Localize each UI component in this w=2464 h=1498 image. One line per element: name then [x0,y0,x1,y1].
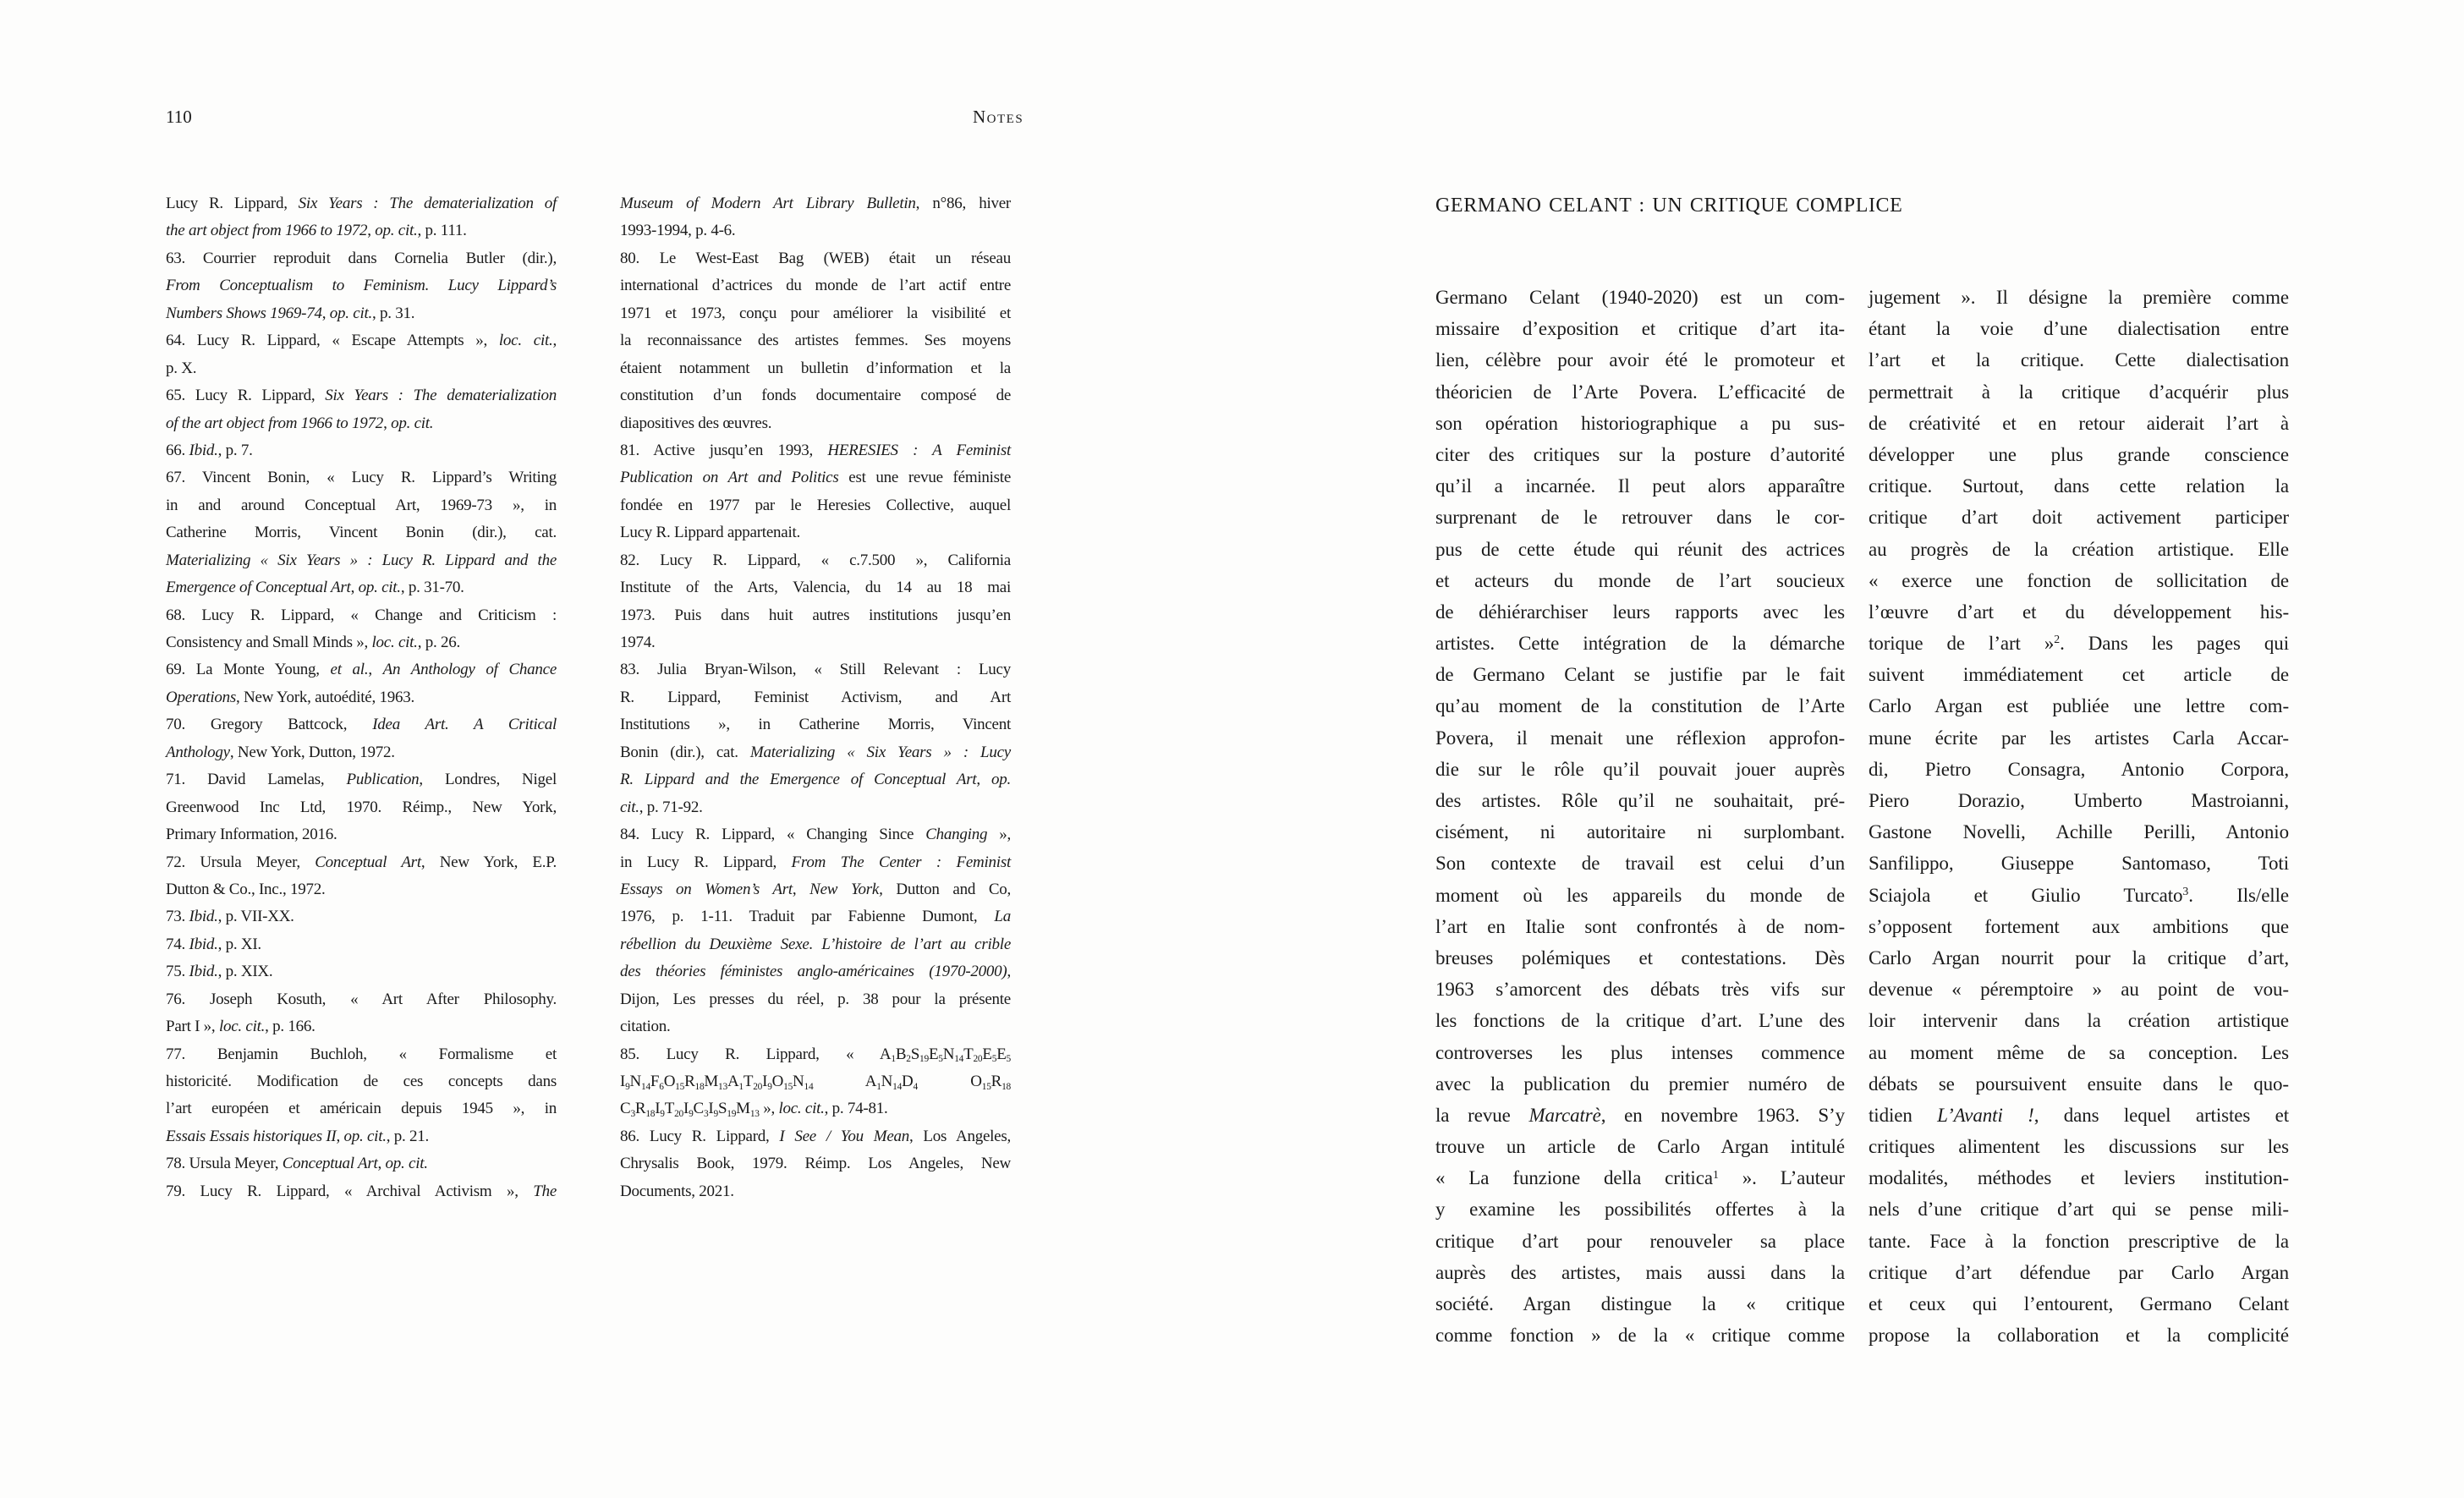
running-head: Notes [973,107,1024,127]
text-line: son opération historiographique a pu sus- [1435,412,1845,434]
text-line: les fonctions de la critique d’art. L’une des [1435,1010,1845,1032]
text-line: Primary Information, 2016. [166,826,337,844]
text-line: nels d’une critique d’art qui se pense mili- [1869,1199,2289,1221]
text-line: Chrysalis Book, 1979. Réimp. Los Angeles, New [620,1155,1011,1173]
text-line: tidien L’Avanti !, dans lequel artistes et [1869,1104,2289,1126]
text-line: avec la publication du premier numéro de [1435,1073,1845,1095]
text-line: 73. Ibid., p. VII-XX. [166,908,294,926]
text-line: jugement ». Il désigne la première comme [1869,287,2289,308]
text-line: historicité. Modification de ces concepts dans [166,1073,557,1090]
body-column-1 [1435,282,1845,1351]
text-line: 85. Lucy R. Lippard, « $A_1B_2S_{19}E_5N_{14}T_{20}E_5E_5$ [620,1045,1011,1065]
text-line: torique de l’art »$^2$. Dans les pages qui [1869,633,2289,655]
text-line: Piero Dorazio, Umberto Mastroianni, [1869,790,2289,811]
text-line: Gastone Novelli, Achille Perilli, Antonio [1869,821,2289,843]
text-line: critique d’art défendue par Carlo Argan [1869,1261,2289,1283]
text-line: Numbers Shows 1969-74, op. cit., p. 31. [166,304,415,322]
text-line: 74. Ibid., p. XI. [166,935,261,953]
text-line: tante. Face à la fonction prescriptive de la [1869,1230,2289,1252]
text-line: 86. Lucy R. Lippard, I See / You Mean, Los Angeles, [620,1127,1011,1145]
text-line: qu’au moment de la constitution de l’Arte [1435,695,1845,717]
text-line: critique d’art doit activement participer [1869,507,2289,529]
notes-column-2 [620,190,1011,1205]
text-line: trouve un article de Carlo Argan intitulé [1435,1136,1845,1158]
text-line: Lucy R. Lippard appartenait. [620,524,801,542]
text-line: Carlo Argan est publiée une lettre com- [1869,695,2289,717]
text-line: « La funzione della critica$^1$ ». L’auteur [1435,1167,1845,1189]
text-line: Anthology, New York, Dutton, 1972. [166,743,395,761]
text-line: die sur le rôle qu’il pouvait jouer auprès [1435,758,1845,780]
text-line: citation. [620,1018,671,1036]
text-line: artistes. Cette intégration de la démarche [1435,633,1845,655]
text-line: 64. Lucy R. Lippard, « Escape Attempts », loc. cit., [166,332,557,350]
text-line: et ceux qui l’entourent, Germano Celant [1869,1293,2289,1314]
text-line: 67. Vincent Bonin, « Lucy R. Lippard’s Writing [166,469,557,487]
text-line: 69. La Monte Young, et al., An Anthology of Chance [166,661,557,679]
text-line: Institutions », in Catherine Morris, Vincent [620,716,1011,734]
text-line: l’art en Italie sont confrontés à de nom- [1435,915,1845,937]
text-line: Materializing « Six Years » : Lucy R. Lippard and the [166,551,557,569]
text-line: 1976, p. 1-11. Traduit par Fabienne Dumont, La [620,908,1011,926]
text-line: 68. Lucy R. Lippard, « Change and Criticism : [166,606,557,624]
text-line: 81. Active jusqu’en 1993, HERESIES : A Feminist [620,441,1012,459]
text-line: 65. Lucy R. Lippard, Six Years : The dematerialization [166,387,557,405]
text-line: étaient notamment un bulletin d’information et la [620,359,1011,377]
text-line: Sciajola et Giulio Turcato$^3$. Ils/elle [1869,884,2289,906]
text-line: R. Lippard and the Emergence of Conceptual Art, op. [620,771,1011,789]
text-line: suivent immédiatement cet article de [1869,664,2289,686]
text-line: 75. Ibid., p. XIX. [166,963,273,981]
page-number: 110 [166,107,192,127]
text-line: 1974. [620,634,656,651]
text-line: surprenant de le retrouver dans le cor- [1435,507,1845,529]
text-line: Greenwood Inc Ltd, 1970. Réimp., New York, [166,798,557,816]
text-line: l’art et la critique. Cette dialectisation [1869,349,2289,371]
text-line: l’œuvre d’art et du développement his- [1869,601,2289,623]
text-line: 76. Joseph Kosuth, « Art After Philosophy. [166,990,557,1008]
text-line: de créativité et en retour aiderait l’art à [1869,412,2289,434]
text-line: et acteurs du monde de l’art soucieux [1435,569,1845,591]
text-line: lien, célèbre pour avoir été le promoteur et [1435,349,1845,371]
text-line: 1973. Puis dans huit autres institutions jusqu’en [620,606,1011,624]
text-line: 1993-1994, p. 4-6. [620,222,736,240]
text-line: of the art object from 1966 to 1972, op. cit. [166,414,434,432]
text-line: Essays on Women’s Art, New York, Dutton and Co, [620,880,1011,898]
text-line: des artistes. Rôle qu’il ne souhaitait, pré- [1435,790,1845,811]
text-line: auprès des artistes, mais aussi dans la [1435,1261,1845,1283]
text-line: 1971 et 1973, conçu pour améliorer la visibilité et [620,304,1011,322]
text-line: loir intervenir dans la création artistique [1869,1010,2289,1032]
text-line: R. Lippard, Feminist Activism, and Art [620,688,1011,706]
text-line: Carlo Argan nourrit pour la critique d’art, [1869,947,2289,968]
text-line: 63. Courrier reproduit dans Cornelia Butler (dir.), [166,249,557,267]
text-line: mune écrite par les artistes Carla Accar- [1869,727,2289,749]
text-line: « exerce une fonction de sollicitation de [1869,569,2289,591]
text-line: Dutton & Co., Inc., 1972. [166,880,326,898]
text-line: 70. Gregory Battcock, Idea Art. A Critical [166,716,557,734]
text-line: y examine les possibilités offertes à la [1435,1199,1845,1221]
text-line: moment où les appareils du monde de [1435,884,1845,906]
text-line: au progrès de la création artistique. Elle [1869,538,2289,560]
text-line: critique. Surtout, dans cette relation la [1869,475,2289,497]
text-line: breuses polémiques et contestations. Dès [1435,947,1845,968]
notes-column-1 [166,190,557,1205]
text-line: citer des critiques sur la posture d’autorité [1435,443,1845,465]
text-line: 83. Julia Bryan-Wilson, « Still Relevant : Lucy [620,661,1011,679]
text-line: rébellion du Deuxième Sexe. L’histoire de l’art au crible [620,935,1011,953]
text-line: Part I », loc. cit., p. 166. [166,1018,316,1036]
text-line: de déhiérarchiser leurs rapports avec les [1435,601,1845,623]
text-line: 78. Ursula Meyer, Conceptual Art, op. cit. [166,1155,428,1173]
text-line: 84. Lucy R. Lippard, « Changing Since Changing », [620,826,1011,844]
text-line: cit., p. 71-92. [620,798,703,816]
text-line: in Lucy R. Lippard, From The Center : Feminist [620,853,1011,871]
text-line: critique d’art pour renouveler sa place [1435,1230,1845,1252]
text-line: diapositives des œuvres. [620,414,772,432]
text-line: Son contexte de travail est celui d’un [1435,853,1845,875]
text-line: pus de cette étude qui réunit des actrices [1435,538,1845,560]
text-line: $I_9N_{14}F_6O_{15}R_{18}M_{13}A_1T_{20}I_9O_{15}N_{14}$ $A_1N_{14}D_4$ $O_{15}R_{18}$ [620,1073,1011,1092]
text-line: controverses les plus intenses commence [1435,1041,1845,1063]
text-line: la reconnaissance des artistes femmes. Ses moyens [620,332,1011,350]
text-line: Sanfilippo, Giuseppe Santomaso, Toti [1869,853,2289,875]
text-line: comme fonction » de la « critique comme [1435,1325,1845,1347]
text-line: missaire d’exposition et critique d’art ita- [1435,318,1845,340]
text-line: 77. Benjamin Buchloh, « Formalisme et [166,1045,557,1063]
text-line: Consistency and Small Minds », loc. cit., p. 26. [166,634,460,651]
text-line: p. X. [166,359,197,377]
text-line: au moment même de sa conception. Les [1869,1041,2289,1063]
text-line: des théories féministes anglo-américaines (1970-2000), [620,963,1011,981]
text-line: propose la collaboration et la complicité [1869,1325,2289,1347]
chapter-title: GERMANO CELANT : UN CRITIQUE COMPLICE [1435,195,1903,217]
text-line: devenue « péremptoire » au point de vou- [1869,979,2289,1001]
text-line: the art object from 1966 to 1972, op. cit., p. 111. [166,222,467,240]
text-line: 71. David Lamelas, Publication, Londres, Nigel [166,771,557,789]
text-line: $C_3R_{18}I_9T_{20}I_9C_3I_9S_{19}M_{13}$ », loc. cit., p. 74-81. [620,1100,888,1120]
text-line: cisément, ni autoritaire ni surplombant. [1435,821,1845,843]
text-line: théoricien de l’Arte Povera. L’efficacité de [1435,381,1845,403]
text-line: constitution d’un fonds documentaire composé de [620,387,1011,405]
text-line: développer une plus grande conscience [1869,443,2289,465]
text-line: Bonin (dir.), cat. Materializing « Six Years » : Lucy [620,743,1011,761]
text-line: 80. Le West-East Bag (WEB) était un réseau [620,249,1011,267]
text-line: Institute of the Arts, Valencia, du 14 au 18 mai [620,579,1011,597]
text-line: société. Argan distingue la « critique [1435,1293,1845,1314]
text-line: Operations, New York, autoédité, 1963. [166,688,414,706]
text-line: Emergence of Conceptual Art, op. cit., p. 31-70. [166,579,464,597]
text-line: la revue Marcatrè, en novembre 1963. S’y [1435,1104,1845,1126]
text-line: 66. Ibid., p. 7. [166,441,253,459]
text-line: From Conceptualism to Feminism. Lucy Lippard’s [166,277,557,295]
text-line: international d’actrices du monde de l’art actif entre [620,277,1011,295]
text-line: étant la voie d’une dialectisation entre [1869,318,2289,340]
text-line: fondée en 1977 par le Heresies Collective, auquel [620,496,1011,514]
text-line: Catherine Morris, Vincent Bonin (dir.), cat. [166,524,557,542]
text-line: Museum of Modern Art Library Bulletin, n°86, hiver [620,195,1011,212]
text-line: permettrait à la critique d’acquérir plus [1869,381,2289,403]
text-line: 79. Lucy R. Lippard, « Archival Activism », The [166,1182,557,1200]
text-line: l’art européen et américain depuis 1945 », in [166,1100,557,1118]
text-line: modalités, méthodes et leviers institution- [1869,1167,2289,1189]
text-line: qu’il a incarnée. Il peut alors apparaître [1435,475,1845,497]
text-line: Lucy R. Lippard, Six Years : The dematerialization of [166,195,557,212]
text-line: s’opposent fortement aux ambitions que [1869,915,2289,937]
text-line: 72. Ursula Meyer, Conceptual Art, New York, E.P. [166,853,557,871]
text-line: 1963 s’amorcent des débats très vifs sur [1435,979,1845,1001]
text-line: Publication on Art and Politics est une revue féministe [620,469,1012,487]
text-line: critiques alimentent les discussions sur les [1869,1136,2289,1158]
text-line: Dijon, Les presses du réel, p. 38 pour la présente [620,990,1011,1008]
text-line: débats se poursuivent ensuite dans le quo- [1869,1073,2289,1095]
text-line: de Germano Celant se justifie par le fait [1435,664,1845,686]
text-line: di, Pietro Consagra, Antonio Corpora, [1869,758,2289,780]
text-line: 82. Lucy R. Lippard, « c.7.500 », California [620,551,1011,569]
text-line: in and around Conceptual Art, 1969-73 », in [166,496,557,514]
text-line: Essais Essais historiques II, op. cit., p. 21. [166,1127,429,1145]
body-column-2 [1869,282,2289,1351]
text-line: Documents, 2021. [620,1182,734,1200]
text-line: Germano Celant (1940-2020) est un com- [1435,287,1845,308]
text-line: Povera, il menait une réflexion approfon- [1435,727,1845,749]
